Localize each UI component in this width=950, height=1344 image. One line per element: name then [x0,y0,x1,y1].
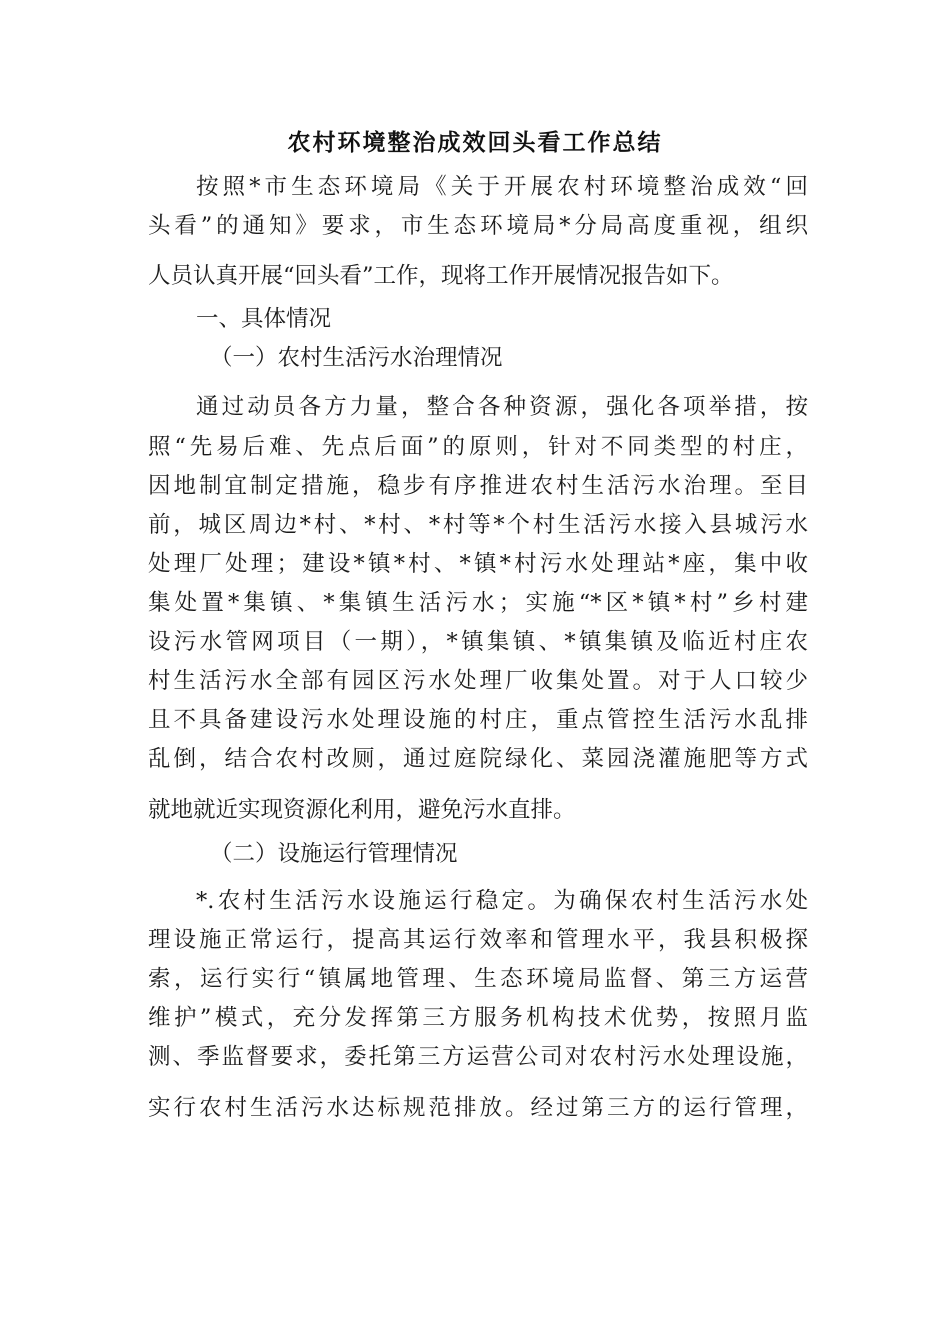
paragraph-line: 通过动员各方力量，整合各种资源，强化各项举措，按 [196,394,808,420]
paragraph-line: 索，运行实行“镇属地管理、生态环境局监督、第三方运营 [148,966,808,992]
paragraph-line: 实行农村生活污水达标规范排放。经过第三方的运行管理， [148,1095,808,1121]
paragraph-line: 集处置*集镇、*集镇生活污水；实施“*区*镇*村”乡村建 [148,590,808,616]
paragraph-line: 照“先易后难、先点后面”的原则，针对不同类型的村庄， [148,434,808,460]
subsection-heading: （二）设施运行管理情况 [210,841,458,867]
paragraph-line: 按照*市生态环境局《关于开展农村环境整治成效“回 [196,174,808,200]
paragraph-line: 前，城区周边*村、*村、*村等*个村生活污水接入县城污水 [148,512,808,538]
paragraph-line: 村生活污水全部有园区污水处理厂收集处置。对于人口较少 [148,668,808,694]
paragraph-line: 设污水管网项目（一期），*镇集镇、*镇集镇及临近村庄农 [148,629,808,655]
section-heading: 一、具体情况 [196,306,332,332]
document-title: 农村环境整治成效回头看工作总结 [287,129,663,156]
paragraph-line: 头看”的通知》要求，市生态环境局*分局高度重视，组织 [148,213,808,239]
paragraph-line: 维护”模式，充分发挥第三方服务机构技术优势，按照月监 [148,1005,808,1031]
paragraph-line: 乱倒，结合农村改厕，通过庭院绿化、菜园浇灌施肥等方式 [148,746,808,772]
paragraph-line: *.农村生活污水设施运行稳定。为确保农村生活污水处 [196,888,808,914]
paragraph-line: 理设施正常运行，提高其运行效率和管理水平，我县积极探 [148,927,808,953]
paragraph-line: 因地制宜制定措施，稳步有序推进农村生活污水治理。至目 [148,473,808,499]
paragraph-line: 人员认真开展“回头看”工作，现将工作开展情况报告如下。 [148,263,734,289]
paragraph-line: 就地就近实现资源化利用，避免污水直排。 [148,797,576,823]
paragraph-line: 且不具备建设污水处理设施的村庄，重点管控生活污水乱排 [148,707,808,733]
paragraph-line: 处理厂处理；建设*镇*村、*镇*村污水处理站*座，集中收 [148,551,808,577]
paragraph-line: 测、季监督要求，委托第三方运营公司对农村污水处理设施， [148,1044,808,1070]
subsection-heading: （一）农村生活污水治理情况 [210,345,503,371]
